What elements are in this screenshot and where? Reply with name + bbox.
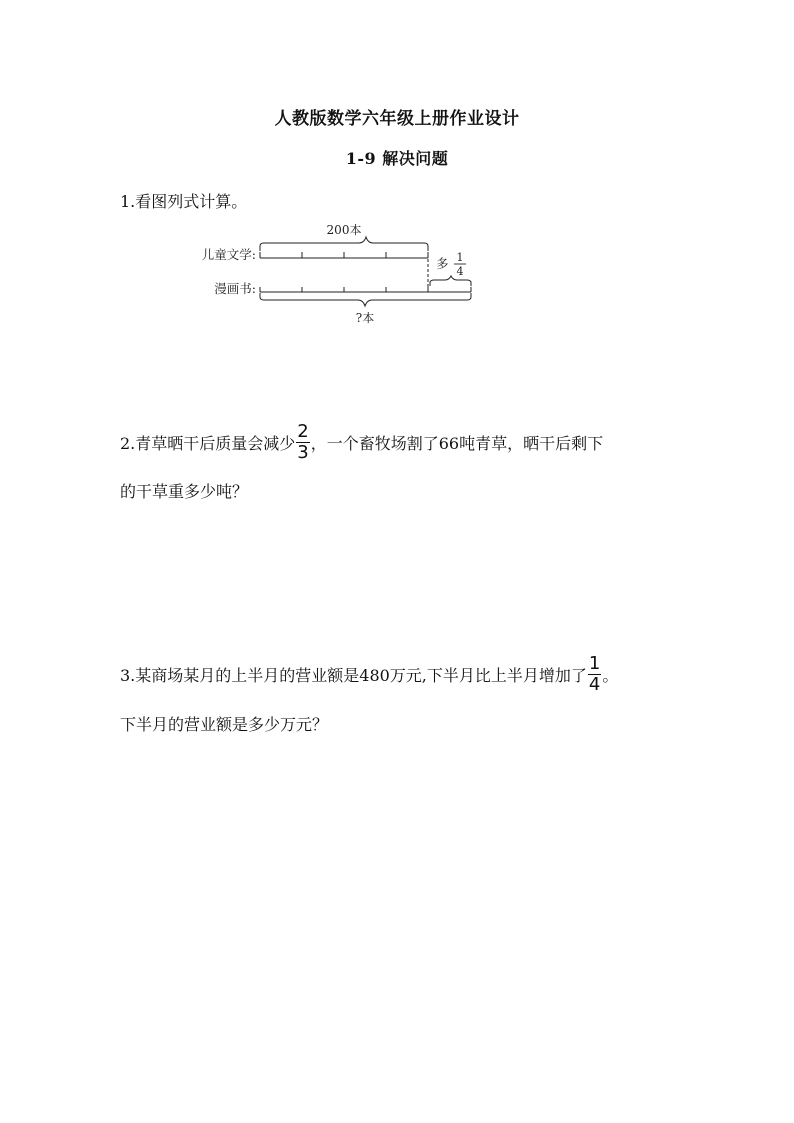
- section-title: 1-9 解决问题: [345, 149, 449, 168]
- question-2-line-1: [120, 421, 604, 465]
- question-2-fraction: [296, 422, 309, 463]
- question-2-fraction-denominator: 3: [297, 442, 309, 463]
- question-3-fraction: [588, 654, 601, 695]
- question-2-text-after: ，一个畜牧场割了66吨青草，晒干后剩下: [310, 434, 604, 453]
- more-fraction-numerator: 1: [456, 251, 464, 264]
- question-2-line-2: 的干草重多少吨？: [120, 482, 249, 501]
- row1-label: 儿童文学:: [201, 247, 256, 262]
- row2-ticks: [260, 287, 471, 292]
- top-brace: [260, 237, 428, 251]
- line-segment-diagram: [160, 215, 490, 330]
- question-3-text-before: 3.某商场某月的上半月的营业额是480万元,下半月比上半月增加了: [120, 666, 587, 685]
- question-3-fraction-numerator: 1: [588, 653, 601, 674]
- top-brace-label: 200本: [326, 223, 362, 237]
- row1-ticks: [260, 252, 428, 258]
- question-1-text: 1.看图列式计算。: [120, 192, 248, 211]
- bottom-brace-label: ?本: [355, 311, 375, 325]
- question-2-text-before: 2.青草晒干后质量会减少: [120, 434, 296, 453]
- more-label: 多: [436, 256, 449, 271]
- row2-label: 漫画书:: [214, 281, 256, 296]
- question-3-line-1: [120, 653, 619, 697]
- question-3-line-2: 下半月的营业额是多少万元？: [120, 715, 329, 734]
- question-3-fraction-denominator: 4: [588, 674, 601, 695]
- more-fraction-denominator: 4: [456, 265, 464, 278]
- page-title: 人教版数学六年级上册作业设计: [274, 109, 520, 129]
- question-2-fraction-numerator: 2: [297, 421, 309, 442]
- extra-brace: [430, 276, 471, 286]
- question-3-text-after: 。: [602, 666, 619, 685]
- bottom-brace: [260, 293, 471, 306]
